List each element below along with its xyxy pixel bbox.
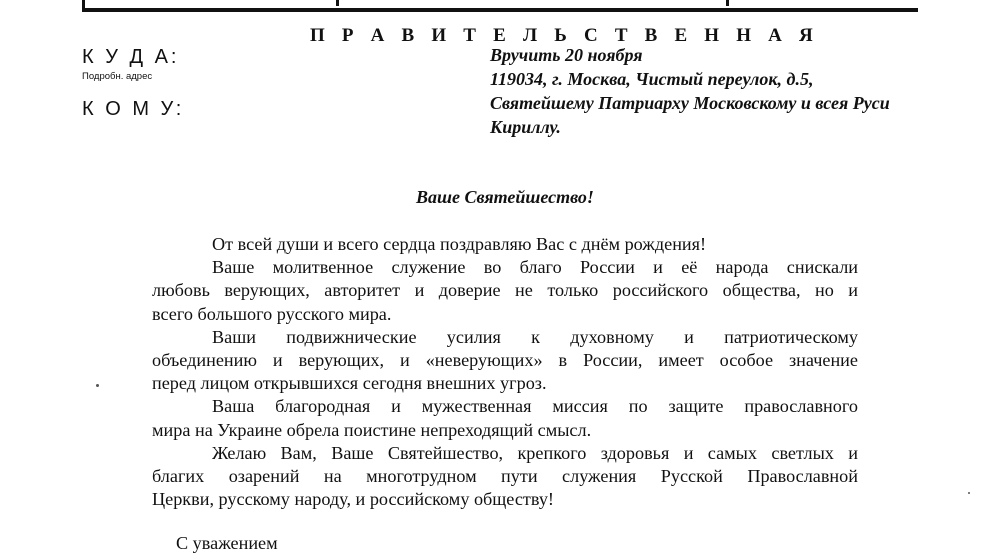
recipient-label: К О М У: xyxy=(82,98,185,120)
to-label: К У Д А: xyxy=(82,46,180,68)
paragraph-line: От всей души и всего сердца поздравляю Вас с днём рождения! xyxy=(212,234,707,254)
recipient-title-line: Святейшему Патриарху Московскому и всея Руси xyxy=(490,93,890,113)
paragraph-line: Ваше молитвенное служение во благо России и её народа снискали xyxy=(212,257,858,278)
address-hint: Подробн. адрес xyxy=(82,71,153,82)
paragraph-line: Ваши подвижнические усилия к духовному и патриотическому xyxy=(212,326,858,347)
scan-speck xyxy=(96,384,99,387)
top-rule-tick xyxy=(82,0,85,9)
paragraph-line: любовь верующих, авторитет и доверие не только российского общества, но и xyxy=(152,280,858,301)
scan-speck xyxy=(968,492,970,494)
salutation: Ваше Святейшество! xyxy=(416,187,594,207)
paragraph-line: Желаю Вам, Ваше Святейшество, крепкого здоровья и самых светлых и xyxy=(212,442,858,463)
letter-body xyxy=(152,233,858,511)
closing-phrase: С уважением xyxy=(176,533,278,553)
top-rule-tick xyxy=(336,0,339,6)
delivery-date-line: Вручить 20 ноября xyxy=(490,45,643,65)
paragraph-line: Церкви, русскому народу, и российскому обществу! xyxy=(152,489,554,510)
paragraph-line: всего большого русского мира. xyxy=(152,303,392,324)
top-rule-tick xyxy=(726,0,729,6)
telegram-type-title: П Р А В И Т Е Л Ь С Т В Е Н Н А Я xyxy=(310,25,819,46)
paragraph-line: объединению и верующих, и «неверующих» в России, имеет особое значение xyxy=(152,349,858,370)
paragraph-line: благих озарений на многотрудном пути служения Русской Православной xyxy=(152,465,858,486)
paragraph-line: перед лицом открывшихся сегодня внешних угроз. xyxy=(152,373,547,394)
paragraph-line: Ваша благородная и мужественная миссия по защите православного xyxy=(212,396,858,417)
address-block xyxy=(490,43,890,139)
top-rule xyxy=(82,8,918,12)
paragraph-line: мира на Украине обрела поистине непреходящий смысл. xyxy=(152,419,592,440)
street-address-line: 119034, г. Москва, Чистый переулок, д.5, xyxy=(490,69,814,89)
recipient-name-line: Кириллу. xyxy=(490,117,561,137)
